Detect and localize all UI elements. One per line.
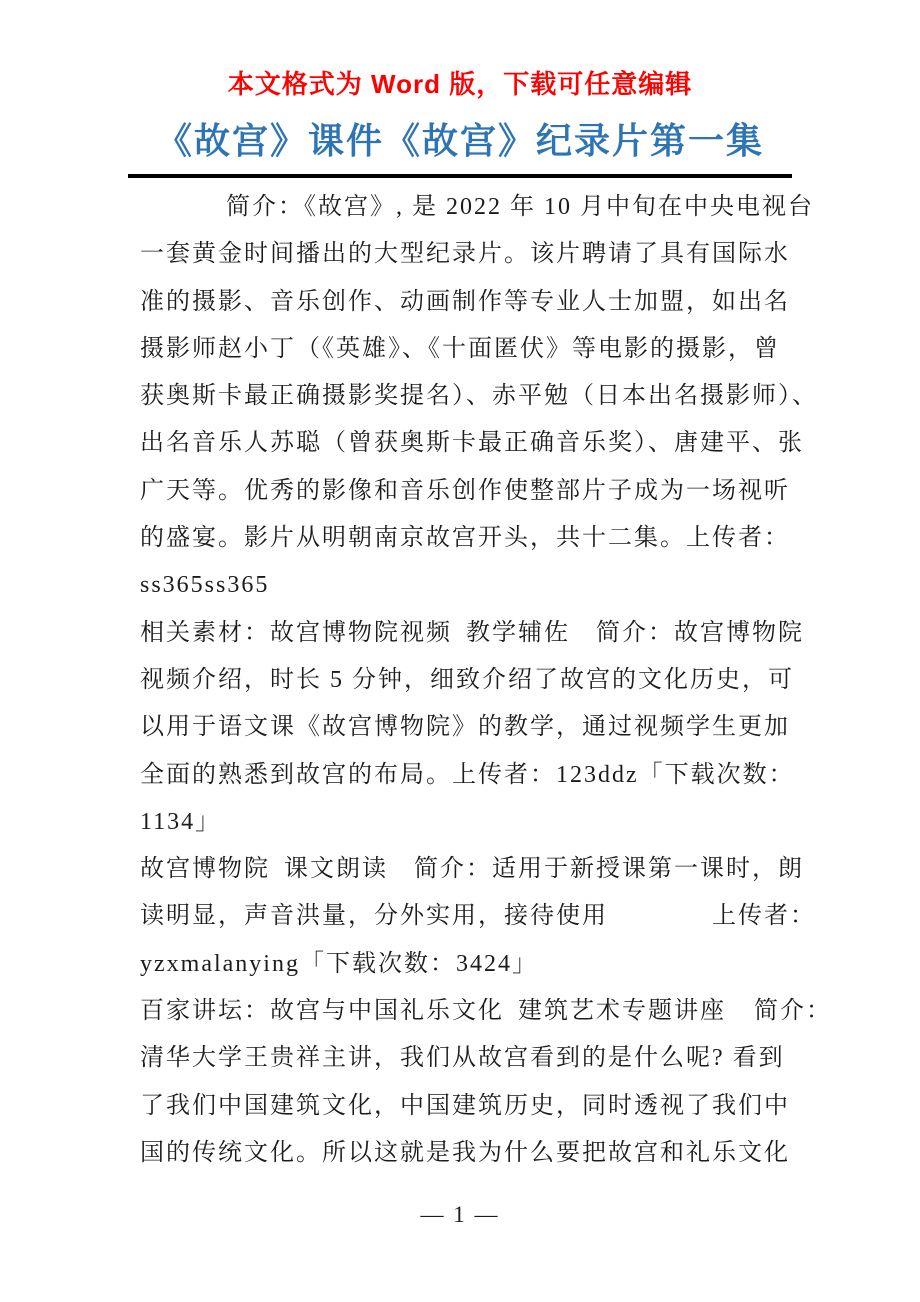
text-line: 摄影师赵小丁（《英雄》、《十面匿伏》等电影的摄影，曾 [140, 335, 780, 362]
document-title: 《故宫》课件《故宫》纪录片第一集 [155, 120, 764, 161]
text-line: 国的传统文化。所以这就是我为什么要把故宫和礼乐文化 [140, 1139, 790, 1166]
text-line: 了我们中国建筑文化，中国建筑历史，同时透视了我们中 [140, 1092, 790, 1119]
text-line: 视频介绍，时长 5 分钟，细致介绍了故宫的文化历史，可 [140, 666, 794, 693]
text-line: 清华大学王贵祥主讲，我们从故宫看到的是什么呢? 看到 [140, 1045, 785, 1072]
text-line: 出名音乐人苏聪（曾获奥斯卡最正确音乐奖）、唐建平、张 [140, 430, 804, 457]
text-line: 读明显，声音洪量，分外实用，接待使用 上传者： [140, 903, 816, 930]
text-line: yzxmalanying「下载次数：3424」 [140, 950, 538, 977]
text-line: 获奥斯卡最正确摄影奖提名）、赤平勉（日本出名摄影师）、 [140, 383, 818, 410]
text-line: 一套黄金时间播出的大型纪录片。该片聘请了具有国际水 [140, 241, 790, 268]
format-notice: 本文格式为 Word 版，下载可任意编辑 [227, 69, 693, 99]
text-line: 1134」 [140, 808, 222, 835]
text-line: 全面的熟悉到故宫的布局。上传者：123ddz「下载次数： [140, 761, 795, 788]
text-line: 准的摄影、音乐创作、动画制作等专业人士加盟，如出名 [140, 288, 790, 315]
text-line: ss365ss365 [140, 572, 270, 599]
text-line: 相关素材：故宫博物院视频 教学辅佐 简介：故宫博物院 [140, 619, 804, 646]
text-line: 的盛宴。影片从明朝南京故宫开头，共十二集。上传者： [140, 525, 790, 552]
text-line: 以用于语文课《故宫博物院》的教学，通过视频学生更加 [140, 714, 790, 741]
text-line: 简介：《故宫》, 是 2022 年 10 月中旬在中央电视台 [226, 194, 814, 220]
text-line: 百家讲坛：故宫与中国礼乐文化 建筑艺术专题讲座 简介： [140, 998, 832, 1025]
document-body [140, 184, 832, 1177]
text-line: 故宫博物院 课文朗读 简介：适用于新授课第一课时，朗 [140, 856, 804, 883]
text-line: 广天等。优秀的影像和音乐创作使整部片子成为一场视听 [140, 477, 790, 504]
title-divider [128, 174, 792, 178]
page-number: — 1 — [420, 1202, 500, 1227]
